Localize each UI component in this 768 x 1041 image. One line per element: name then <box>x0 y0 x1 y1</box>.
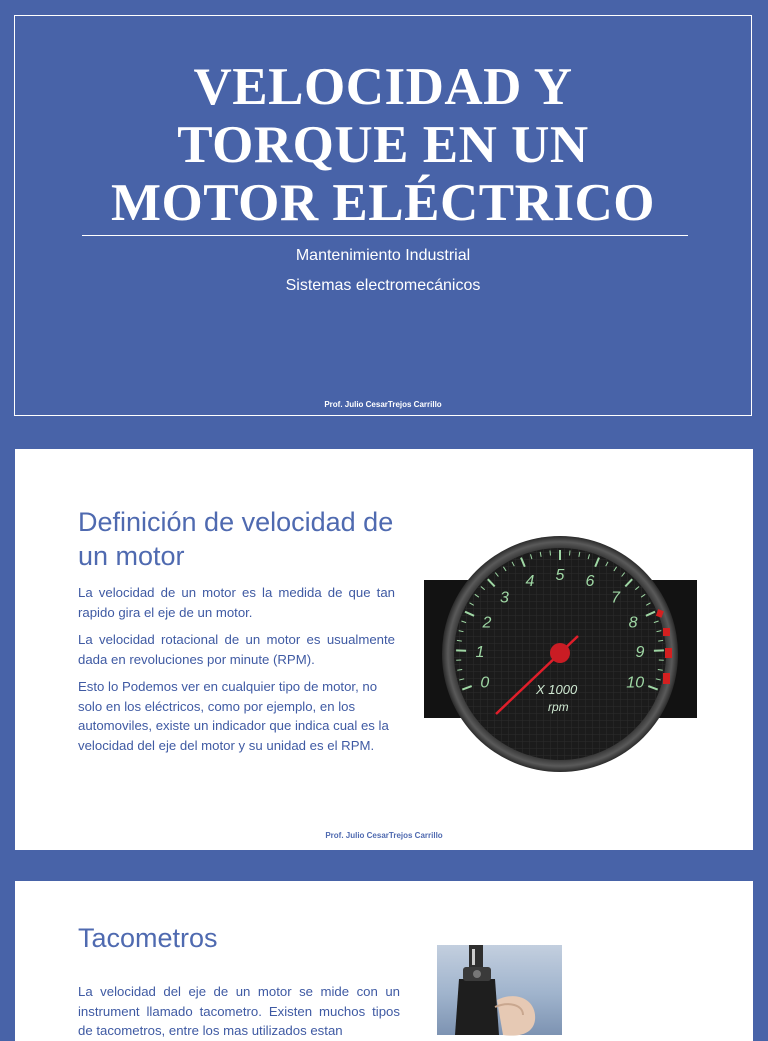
gauge-unit-rpm: rpm <box>548 700 569 714</box>
gauge-number: 4 <box>526 573 535 590</box>
gauge-tick <box>570 551 571 556</box>
slide-footer-author: Prof. Julio CesarTrejos Carrillo <box>15 400 751 409</box>
title-line-3: MOTOR ELÉCTRICO <box>15 174 751 232</box>
paragraph: La velocidad rotacional de un motor es usualmente dada en revoluciones por minute (RPM). <box>78 630 395 669</box>
gauge-number: 7 <box>611 590 621 607</box>
gauge-number: 1 <box>476 644 485 661</box>
tachometer-slide <box>15 881 753 1041</box>
gauge-number: 3 <box>500 590 509 607</box>
title-line-2: TORQUE EN UN <box>15 116 751 174</box>
title-line-1: VELOCIDAD Y <box>15 58 751 116</box>
tachometer-device-image <box>437 945 562 1035</box>
title-slide <box>14 15 752 416</box>
tachometer-gauge-image <box>424 580 697 718</box>
gauge-number: 9 <box>636 644 645 661</box>
gauge-tick <box>550 551 551 556</box>
title-divider <box>82 235 688 236</box>
gauge-unit-multiplier: X 1000 <box>535 682 578 697</box>
slide-body: La velocidad del eje de un motor se mide con un instrument llamado tacometro. Existen muchos tipos de tacometros, entre los mas utilizados estan <box>78 982 400 1041</box>
gauge-svg <box>424 580 697 718</box>
gauge-tick <box>658 640 663 641</box>
gauge-number: 8 <box>629 615 638 632</box>
gauge-number: 2 <box>481 615 491 632</box>
tachometer-svg <box>437 945 562 1035</box>
gauge-tick <box>457 640 462 641</box>
definition-slide <box>15 449 753 850</box>
gauge-number: 6 <box>586 573 595 590</box>
slide-title <box>15 58 751 232</box>
slide-footer-author: Prof. Julio CesarTrejos Carrillo <box>15 831 753 840</box>
slide-heading: Tacometros <box>78 921 218 955</box>
paragraph: La velocidad de un motor es la medida de que tan rapido gira el eje de un motor. <box>78 583 395 622</box>
slide-body <box>78 583 395 763</box>
slide-heading: Definición de velocidad de un motor <box>78 505 418 573</box>
gauge-number: 10 <box>626 674 644 691</box>
gauge-number: 5 <box>556 567 565 584</box>
paragraph: Esto lo Podemos ver en cualquier tipo de motor, no solo en los eléctricos, como por ejemplo, en los automoviles, existe un indicador que indica cual es la velocidad del eje del motor y su unidad es el RPM. <box>78 677 395 755</box>
gauge-number: 0 <box>480 674 489 691</box>
gauge-hub <box>550 643 570 663</box>
subtitle-course: Mantenimiento Industrial <box>15 247 751 265</box>
subtitle-topic: Sistemas electromecánicos <box>15 277 751 295</box>
